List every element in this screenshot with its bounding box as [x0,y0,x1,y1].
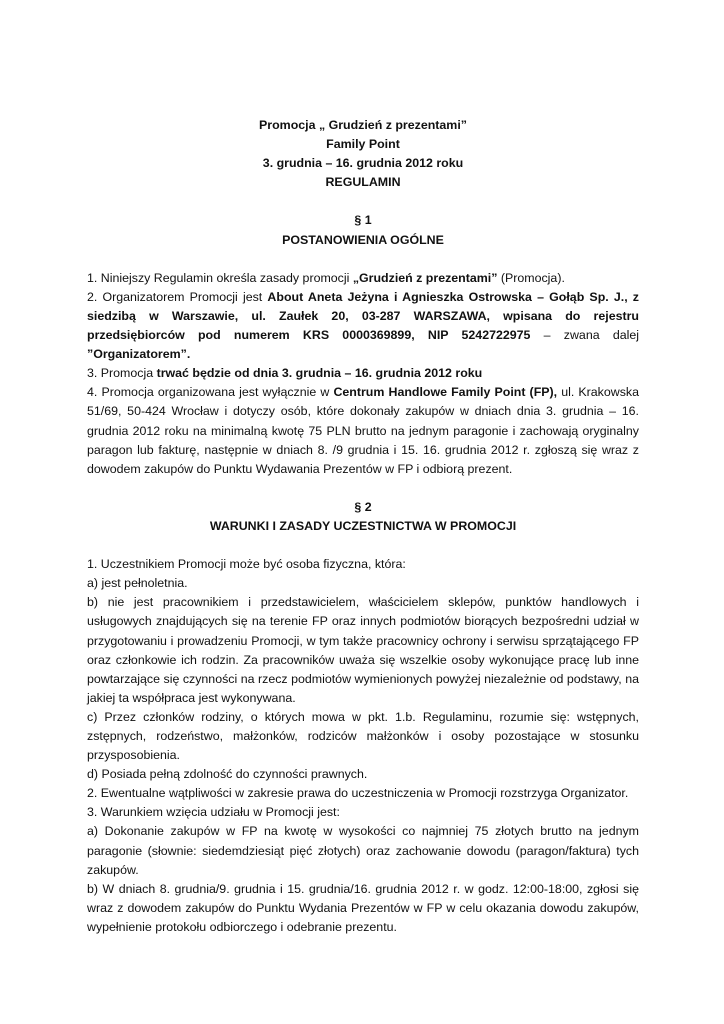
document-type: REGULAMIN [325,175,401,190]
section-1-paragraph-4: 4. Promocja organizowana jest wyłącznie w Centrum Handlowe Family Point (FP), ul. Krakowska 51/69, 50-424 Wrocław i dotyczy osób, które dokonały zakupów w dniach dnia 3. grudnia – 16. grudnia 2012 roku na minimalną kwotę 75 PLN brutto na jednym paragonie i zachowają oryginalny paragon lub fakturę, następnie w dniach 8. /9 grudnia i 15. 16. grudnia 2012 r. zgłoszą się wraz z dowodem zakupów do Punktu Wydawania Prezentów w FP i odbiorą prezent. [87,385,639,476]
promotion-dates: 3. grudnia – 16. grudnia 2012 roku [262,156,464,171]
section-1-title: POSTANOWIENIA OGÓLNE [282,232,444,247]
section-2-item-3a: a) Dokonanie zakupów w FP na kwotę w wysokości co najmniej 75 złotych brutto na jednym paragonie (słownie: siedemdziesiąt pięć złotych) oraz zachowanie dowodu (paragon/faktura) tych zakupów. [87,824,639,877]
section-2-item-1d: d) Posiada pełną zdolność do czynności prawnych. [87,767,368,782]
section-2-item-1a: a) jest pełnoletnia. [87,576,188,591]
regulation-document [87,116,639,937]
section-2-title: WARUNKI I ZASADY UCZESTNICTWA W PROMOCJI [209,518,517,533]
section-1-paragraph-3: 3. Promocja trwać będzie od dnia 3. grudnia – 16. grudnia 2012 roku [87,366,483,381]
document-header [87,116,639,192]
section-1-paragraph-1: 1. Niniejszy Regulamin określa zasady promocji „Grudzień z prezentami” (Promocja). [87,270,565,285]
promotion-title: Promocja „ Grudzień z prezentami” [259,118,467,132]
section-2-paragraph-1: 1. Uczestnikiem Promocji może być osoba fizyczna, która: [87,557,406,572]
section-2-item-3b: b) W dniach 8. grudnia/9. grudnia i 15. grudnia/16. grudnia 2012 r. w godz. 12:00-18:00, zgłosi się wraz z dowodem zakupów do Punktu Wydania Prezentów w FP w celu okazania dowodu zakupów, wypełnienie protokołu odbiorczego i odebranie prezentu. [87,881,639,934]
section-1-paragraph-2: 2. Organizatorem Promocji jest About Aneta Jeżyna i Agnieszka Ostrowska – Gołąb Sp. J., z siedzibą w Warszawie, ul. Zaułek 20, 03-287 WARSZAWA, wpisana do rejestru przedsiębiorców pod numerem KRS 0000369899, NIP 5242722975 – zwana dalej ”Organizatorem”. [87,289,640,362]
section-2-item-1c: c) Przez członków rodziny, o których mowa w pkt. 1.b. Regulaminu, rozumie się: wstępnych, zstępnych, rodzeństwo, małżonków, rodziców małżonków i osoby pozostające w stosunku przysposobienia. [87,709,639,763]
promotion-venue: Family Point [326,137,400,152]
section-1-number: § 1 [354,213,372,228]
section-2-paragraph-3: 3. Warunkiem wzięcia udziału w Promocji jest: [87,805,340,820]
section-2-item-1b: b) nie jest pracownikiem i przedstawicielem, właścicielem sklepów, punktów handlowych i usługowych znajdujących się na terenie FP oraz innych podmiotów biorących bezpośredni udział w przygotowaniu i prowadzeniu Promocji, w tym także pracownicy ochrony i serwisu sprzątającego FP oraz członkowie ich rodzin. Za pracowników uważa się wszelkie osoby wykonujące pracę lub inne powtarzające się czynności na rzecz podmiotów wymienionych powyżej niezależnie od podstawy, na jakiej ta współpraca jest wykonywana. [87,595,639,705]
section-2-number: § 2 [354,499,372,514]
section-2-paragraph-2: 2. Ewentualne wątpliwości w zakresie prawa do uczestniczenia w Promocji rozstrzyga Organizator. [87,786,629,801]
